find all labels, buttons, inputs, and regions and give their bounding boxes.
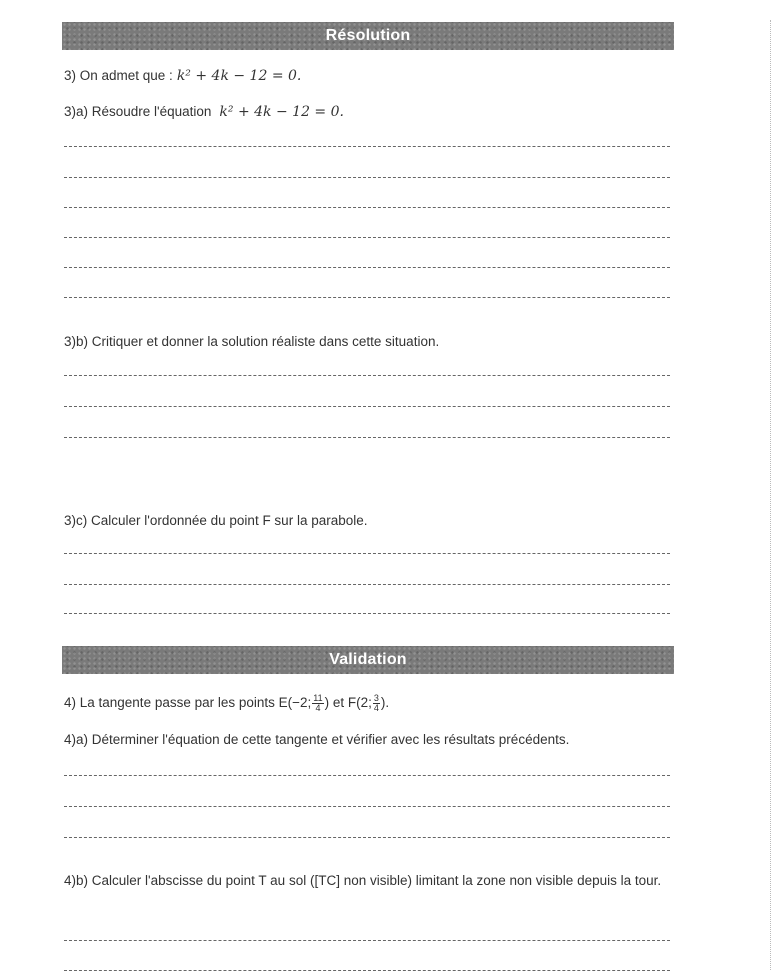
section-banner-resolution xyxy=(62,22,674,50)
question-3a-label: 3)a) Résoudre l'équation xyxy=(64,104,212,119)
answer-line[interactable] xyxy=(64,177,670,178)
question-4-label-end: ). xyxy=(380,695,390,711)
page-edge-divider xyxy=(770,20,771,970)
answer-line[interactable] xyxy=(64,806,670,807)
question-4b-label: 4)b) Calculer l'abscisse du point T au sol ([TC] non visible) limitant la zone non visible depuis la tour. xyxy=(64,873,662,888)
answer-line[interactable] xyxy=(64,267,670,268)
point-e-fraction xyxy=(312,694,323,713)
question-4 xyxy=(64,694,389,713)
question-3c-label: 3)c) Calculer l'ordonnée du point F sur la parabole. xyxy=(64,513,368,528)
answer-line[interactable] xyxy=(64,970,670,971)
question-3a-equation: k² + 4k − 12 = 0. xyxy=(219,104,344,120)
answer-line[interactable] xyxy=(64,940,670,941)
section-title-validation: Validation xyxy=(329,651,407,668)
answer-line[interactable] xyxy=(64,837,670,838)
answer-line[interactable] xyxy=(64,437,670,438)
answer-line[interactable] xyxy=(64,297,670,298)
question-3-label: 3) On admet que : xyxy=(64,68,173,83)
question-4-label-mid: ) et F(2; xyxy=(324,695,372,711)
question-3 xyxy=(64,68,301,84)
question-4-label-start: 4) La tangente passe par les points E(−2; xyxy=(64,695,312,711)
answer-line[interactable] xyxy=(64,613,670,614)
answer-line[interactable] xyxy=(64,553,670,554)
section-banner-validation xyxy=(62,646,674,674)
answer-line[interactable] xyxy=(64,146,670,147)
question-3b xyxy=(64,334,439,349)
answer-line[interactable] xyxy=(64,406,670,407)
fraction-denominator: 4 xyxy=(373,703,379,713)
point-f-fraction xyxy=(373,694,380,713)
question-4a-label: 4)a) Déterminer l'équation de cette tangente et vérifier avec les résultats précédents. xyxy=(64,732,570,747)
question-3a xyxy=(64,104,344,120)
answer-line[interactable] xyxy=(64,775,670,776)
answer-line[interactable] xyxy=(64,375,670,376)
section-title-resolution: Résolution xyxy=(325,27,411,44)
answer-line[interactable] xyxy=(64,584,670,585)
question-4b xyxy=(64,870,674,892)
question-4a xyxy=(64,732,569,747)
fraction-numerator: 3 xyxy=(373,693,379,703)
answer-line[interactable] xyxy=(64,207,670,208)
fraction-denominator: 4 xyxy=(315,703,321,713)
fraction-numerator: 11 xyxy=(313,693,323,703)
answer-line[interactable] xyxy=(64,237,670,238)
question-3-equation: k² + 4k − 12 = 0. xyxy=(176,68,302,84)
question-3c xyxy=(64,513,368,528)
question-3b-label: 3)b) Critiquer et donner la solution réaliste dans cette situation. xyxy=(64,334,440,349)
